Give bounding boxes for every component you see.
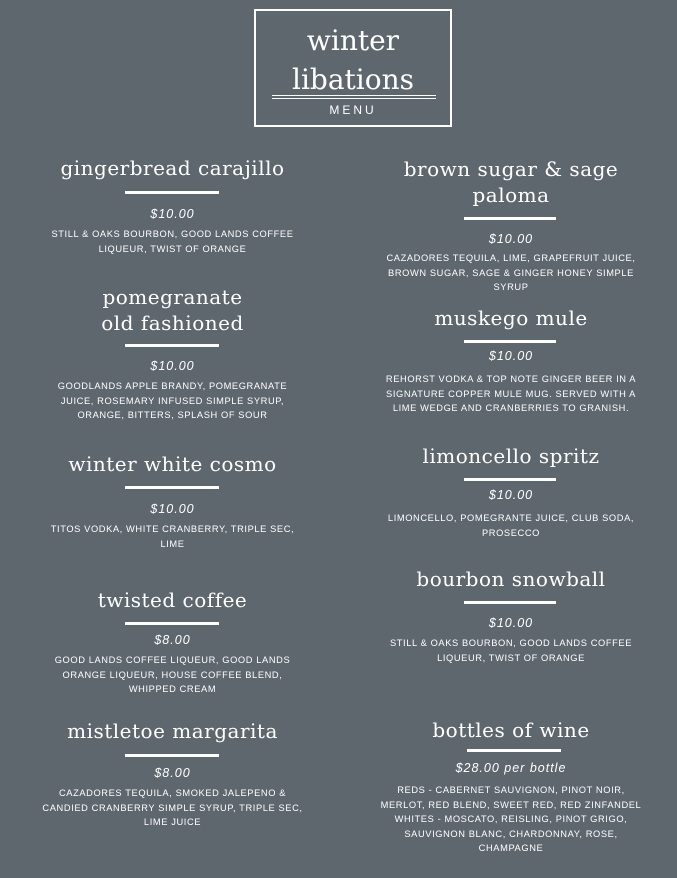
item-name: brown sugar & sage paloma	[403, 157, 619, 207]
item-name: bourbon snowball	[416, 567, 606, 591]
item-price: $8.00	[154, 766, 191, 780]
item-description: LIMONCELLO, POMEGRANTE JUICE, CLUB SODA, PROSECCO	[387, 513, 635, 538]
item-price: $8.00	[154, 633, 191, 647]
item-description: REDS - CABERNET SAUVIGNON, PINOT NOIR, MERLOT, RED BLEND, SWEET RED, RED ZINFANDEL WHITES - MOSCATO, REISLING, PINOT GRIGO, SAUVIGNON BLANC, CHARDONNAY, ROSE, CHAMPAGNE	[380, 785, 642, 853]
item-name: muskego mule	[434, 306, 588, 330]
item-price: $10.00	[488, 616, 534, 630]
item-name: winter white cosmo	[68, 452, 277, 476]
item-divider	[125, 622, 219, 625]
item-price: $10.00	[488, 488, 534, 502]
item-name: limoncello spritz	[422, 444, 600, 468]
item-price: $10.00	[488, 232, 534, 246]
item-description: CAZADORES TEQUILA, LIME, GRAPEFRUIT JUICE, BROWN SUGAR, SAGE & GINGER HONEY SIMPLE SYRUP	[386, 253, 636, 292]
title-divider	[272, 98, 436, 99]
title-line-2: libations	[292, 63, 414, 96]
item-description: STILL & OAKS BOURBON, GOOD LANDS COFFEE LIQUEUR, TWIST OF ORANGE	[51, 229, 294, 254]
item-description: CAZADORES TEQUILA, SMOKED JALEPENO & CANDIED CRANBERRY SIMPLE SYRUP, TRIPLE SEC, LIME JUICE	[42, 788, 303, 827]
item-name: gingerbread carajillo	[60, 156, 285, 180]
item-divider	[464, 217, 556, 220]
item-description: TITOS VODKA, WHITE CRANBERRY, TRIPLE SEC, LIME	[50, 524, 295, 549]
item-description: STILL & OAKS BOURBON, GOOD LANDS COFFEE LIQUEUR, TWIST OF ORANGE	[389, 638, 633, 663]
item-divider	[464, 340, 556, 343]
item-price: $28.00 per bottle	[455, 761, 567, 775]
title-line-1: winter	[306, 24, 400, 57]
item-divider	[464, 601, 556, 604]
item-divider	[125, 344, 219, 347]
item-price: $10.00	[150, 207, 195, 221]
item-description: GOODLANDS APPLE BRANDY, POMEGRANATE JUICE, ROSEMARY INFUSED SIMPLE SYRUP, ORANGE, BITTERS, SPLASH OF SOUR	[57, 381, 288, 420]
item-description: REHORST VODKA & TOP NOTE GINGER BEER IN A SIGNATURE COPPER MULE MUG. SERVED WITH A LIME WEDGE AND CRANBERRIES TO GRANISH.	[385, 374, 637, 413]
item-price: $10.00	[488, 349, 534, 363]
item-divider	[125, 486, 219, 489]
item-divider	[125, 754, 219, 757]
item-price: $10.00	[150, 502, 195, 516]
item-divider	[467, 749, 561, 752]
title-divider	[272, 95, 436, 96]
item-name: bottles of wine	[432, 718, 590, 742]
item-name: twisted coffee	[97, 588, 248, 612]
menu-subtitle: MENU	[329, 103, 377, 117]
item-divider	[125, 191, 219, 194]
item-name: mistletoe margarita	[67, 719, 278, 743]
item-divider	[464, 478, 556, 481]
menu-header-box	[254, 9, 452, 127]
item-price: $10.00	[150, 359, 195, 373]
item-description: GOOD LANDS COFFEE LIQUEUR, GOOD LANDS ORANGE LIQUEUR, HOUSE COFFEE BLEND, WHIPPED CREAM	[54, 655, 291, 694]
item-name: pomegranate old fashioned	[101, 285, 244, 335]
